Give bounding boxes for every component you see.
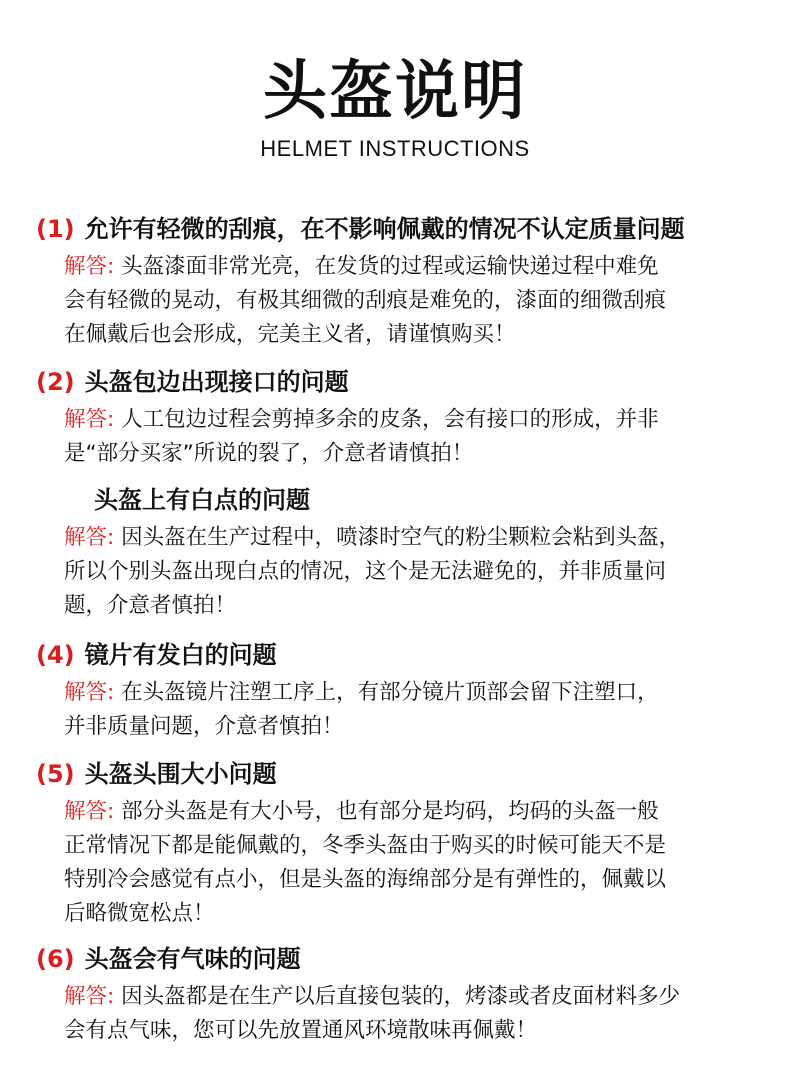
faq-answer: [64, 250, 744, 352]
faq-question: [36, 758, 776, 790]
faq-item-2: [36, 366, 776, 471]
faq-item-1: [36, 213, 776, 352]
answer-line: 头盔漆面非常光亮，在发货的过程或运输快递过程中难免: [121, 254, 659, 279]
faq-answer: [64, 521, 744, 623]
answer-line: 会有轻微的晃动，有极其细微的刮痕是难免的，漆面的细微刮痕: [64, 288, 667, 313]
faq-number: (2): [36, 368, 75, 396]
answer-line: 在佩戴后也会形成，完美主义者，请谨慎购买！: [64, 322, 516, 347]
faq-question: [36, 213, 776, 245]
answer-line: 题，介意者慎拍！: [64, 593, 237, 618]
faq-question: [36, 484, 776, 516]
faq-item-5: [36, 758, 776, 931]
answer-line: 因头盔在生产过程中，喷漆时空气的粉尘颗粒会粘到头盔，: [121, 525, 681, 550]
answer-prefix: 解答:: [64, 254, 115, 279]
faq-number: (1): [36, 215, 75, 243]
page-subtitle: HELMET INSTRUCTIONS: [260, 136, 530, 161]
answer-prefix: 解答:: [64, 799, 115, 824]
faq-question: [36, 639, 776, 671]
faq-question-text: 头盔会有气味的问题: [84, 945, 301, 973]
faq-question-text: 头盔头围大小问题: [84, 760, 277, 788]
answer-prefix: 解答:: [64, 984, 115, 1009]
faq-answer: [64, 403, 744, 471]
faq-question-text: 镜片有发白的问题: [84, 641, 277, 669]
faq-item-4: [36, 639, 776, 744]
answer-line: 在头盔镜片注塑工序上，有部分镜片顶部会留下注塑口，: [121, 680, 659, 705]
faq-number: (5): [36, 760, 75, 788]
answer-line: 特别冷会感觉有点小，但是头盔的海绵部分是有弹性的，佩戴以: [64, 867, 667, 892]
faq-question-text: 头盔上有白点的问题: [94, 486, 310, 514]
answer-prefix: 解答:: [64, 407, 115, 432]
faq-question-text: 允许有轻微的刮痕，在不影响佩戴的情况不认定质量问题: [84, 215, 685, 243]
faq-question: [36, 366, 776, 398]
page-title: 头盔说明: [263, 55, 527, 129]
answer-line: 部分头盔是有大小号，也有部分是均码，均码的头盔一般: [121, 799, 659, 824]
faq-question-text: 头盔包边出现接口的问题: [84, 368, 349, 396]
answer-line: 并非质量问题，介意者慎拍！: [64, 714, 344, 739]
answer-line: 因头盔都是在生产以后直接包装的，烤漆或者皮面材料多少: [121, 984, 681, 1009]
faq-item-6: [36, 943, 776, 1048]
answer-line: 后略微宽松点！: [64, 901, 215, 926]
answer-line: 正常情况下都是能佩戴的，冬季头盔由于购买的时候可能天不是: [64, 833, 667, 858]
faq-number: (6): [36, 945, 75, 973]
answer-line: 会有点气味，您可以先放置通风环境散味再佩戴！: [64, 1018, 538, 1043]
answer-prefix: 解答:: [64, 680, 115, 705]
faq-answer: [64, 980, 744, 1048]
answer-line: 所以个别头盔出现白点的情况，这个是无法避免的，并非质量问: [64, 559, 667, 584]
faq-item-3: [36, 484, 776, 623]
faq-answer: [64, 676, 744, 744]
faq-number: (4): [36, 641, 75, 669]
faq-question: [36, 943, 776, 975]
answer-line: 是“部分买家”所说的裂了，介意者请慎拍！: [64, 441, 474, 466]
faq-answer: [64, 795, 744, 931]
answer-line: 人工包边过程会剪掉多余的皮条，会有接口的形成，并非: [121, 407, 659, 432]
answer-prefix: 解答:: [64, 525, 115, 550]
